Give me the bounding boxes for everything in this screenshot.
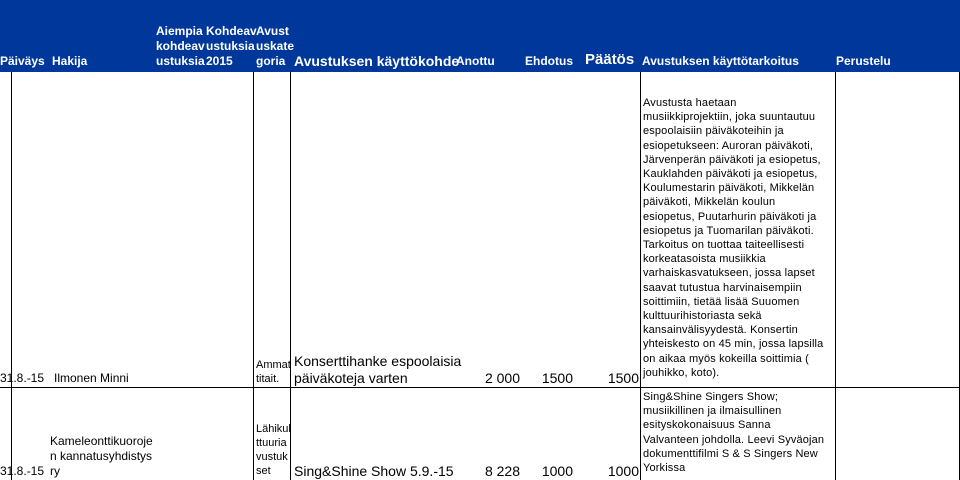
header-avustuskategoria: Avust uskate goria bbox=[256, 24, 295, 68]
row-category: Lähikul ttuuria vustuk set bbox=[256, 423, 291, 477]
row-date: 31.8.-15 bbox=[0, 371, 45, 385]
column-divider bbox=[11, 72, 12, 480]
header-perustelu: Perustelu bbox=[836, 54, 891, 68]
row-purpose: Konserttihanke espoolaisia päiväkoteja varten bbox=[294, 353, 462, 386]
header-aiempia: Aiempia kohdeav ustuksia bbox=[156, 24, 205, 68]
row-requested: 2 000 bbox=[484, 370, 520, 386]
header-ehdotus: Ehdotus bbox=[525, 54, 573, 68]
row-applicant: Ilmonen Minni bbox=[54, 371, 129, 385]
row-category: Ammat titait. bbox=[256, 359, 291, 385]
row-applicant: Kameleonttikuoroje n kannatusyhdistys ry bbox=[50, 434, 153, 478]
table-header bbox=[0, 0, 960, 72]
row-proposal: 1500 bbox=[541, 370, 573, 386]
row-description: Sing&Shine Singers Show; musiikillinen ja ilmaisullinen esityskokonaisuus Sanna Valvanteen johdolla. Leevi Syväojan dokumenttifilmi S & S Singers New Yorkissa bbox=[643, 391, 825, 475]
row-description: Avustusta haetaan musiikkiprojektiin, joka suuntautuu espoolaisiin päiväkoteihin ja esiopetukseen: Auroran päiväkoti, Järvenperän päiväkoti ja esiopetus, Kauklahden päiväkoti ja esiopetus, Koulumestarin päiväkoti, Mikkelän päiväkoti, Mikkelän koulun esiopetus, Puutarhurin päiväkoti ja esiopetus ja Tuomarilan päiväkoti. Tarkoitus on tuottaa taiteellisesti korkeatasoista musiikkia varhaiskasvatukseen, jossa lapset saavat tutustua harvinaisempiin soittimiin, tietää lisää Suuomen kulttuurihistoriasta sekä kansainvälisyydestä. Konsertin yhteiskesto on 45 min, jossa lapsilla on aikaa myös kokeilla soittimia ( jouhikko, koto). bbox=[643, 97, 824, 379]
row-requested: 8 228 bbox=[484, 463, 520, 479]
header-kohdeavustuksia: Kohdeav ustuksia 2015 bbox=[206, 24, 257, 68]
row-date: 31.8.-15 bbox=[0, 464, 45, 478]
header-anottu: Anottu bbox=[456, 54, 495, 68]
column-divider bbox=[290, 72, 291, 480]
row-decision: 1000 bbox=[607, 463, 639, 479]
header-hakija: Hakija bbox=[52, 54, 88, 68]
header-paatos: Päätös bbox=[585, 51, 635, 68]
grant-table bbox=[0, 72, 960, 480]
header-kayttokohde: Avustuksen käyttökohde bbox=[294, 53, 460, 69]
row-decision: 1500 bbox=[607, 370, 639, 386]
row-proposal: 1000 bbox=[541, 463, 573, 479]
header-kayttotarkoitus: Avustuksen käyttötarkoitus bbox=[642, 54, 799, 68]
column-divider bbox=[835, 72, 836, 480]
row-divider bbox=[0, 387, 960, 388]
row-purpose: Sing&Shine Show 5.9.-15 bbox=[294, 463, 454, 479]
column-divider bbox=[253, 72, 254, 480]
header-paivays: Päiväys bbox=[0, 54, 45, 68]
column-divider bbox=[640, 72, 641, 480]
